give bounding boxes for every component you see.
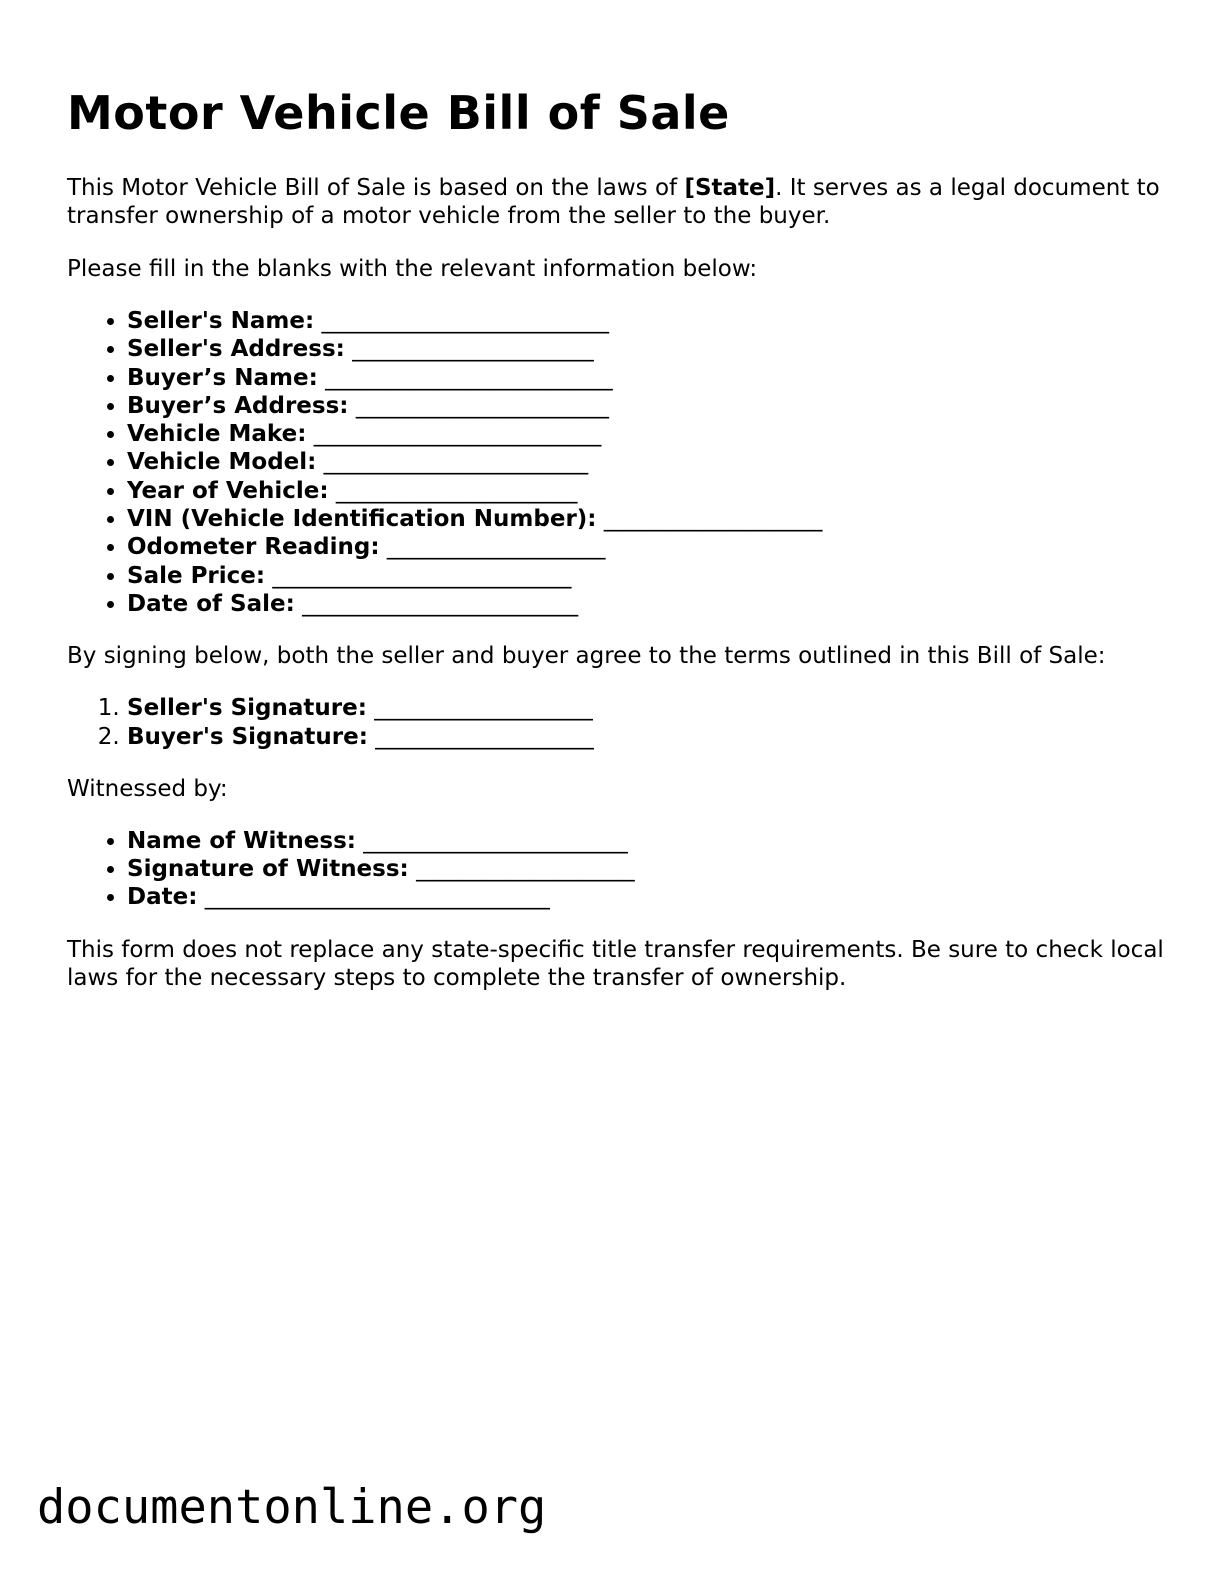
- field-label: Date of Sale:: [127, 590, 295, 617]
- fill-blank[interactable]: _______________________: [363, 827, 628, 854]
- field-seller-signature: [127, 694, 1177, 722]
- field-label: Odometer Reading:: [127, 534, 380, 561]
- field-buyers-name: [127, 364, 1177, 392]
- field-label: Vehicle Make:: [127, 421, 307, 448]
- witness-list: [67, 827, 1177, 912]
- fill-blank[interactable]: __________________________: [272, 562, 572, 589]
- field-label: Name of Witness:: [127, 827, 356, 854]
- vehicle-fields-list: [67, 307, 1177, 618]
- field-label: Sale Price:: [127, 562, 266, 589]
- field-vehicle-model: [127, 448, 1177, 476]
- signatures-list: [67, 694, 1177, 751]
- field-label: Seller's Address:: [127, 336, 345, 363]
- field-sellers-name: [127, 307, 1177, 335]
- field-date-of-sale: [127, 590, 1177, 618]
- field-label: Seller's Signature:: [127, 695, 367, 722]
- fill-blank[interactable]: _______________________: [323, 449, 589, 476]
- fill-blank[interactable]: ______________________________: [204, 884, 550, 911]
- agreement-text: By signing below, both the seller and buyer agree to the terms outlined in this Bill of Sale:: [67, 643, 1106, 670]
- field-witness-signature: [127, 855, 1177, 883]
- state-placeholder: [State]: [684, 175, 776, 201]
- fill-blank[interactable]: ________________________: [302, 590, 579, 617]
- document-page: [67, 78, 1177, 992]
- field-label: Buyer's Signature:: [127, 723, 368, 750]
- intro-paragraph: [67, 174, 1177, 230]
- fill-blank[interactable]: _____________________: [352, 336, 594, 363]
- fill-blank[interactable]: ______________________: [355, 392, 609, 419]
- field-label: Signature of Witness:: [127, 856, 409, 883]
- field-buyer-signature: [127, 723, 1177, 751]
- site-watermark: documentonline.org: [37, 1480, 547, 1535]
- field-label: Buyer’s Name:: [127, 364, 318, 391]
- fill-blank[interactable]: ___________________: [416, 856, 635, 883]
- fill-blank[interactable]: ___________________: [374, 695, 593, 722]
- intro-text-before: This Motor Vehicle Bill of Sale is based on the laws of: [67, 175, 685, 201]
- fill-blank[interactable]: _____________________: [335, 477, 578, 504]
- fill-blank[interactable]: ___________________: [386, 534, 606, 561]
- field-label: Buyer’s Address:: [127, 392, 349, 419]
- field-sale-price: [127, 562, 1177, 590]
- field-witness-name: [127, 827, 1177, 855]
- page-title: Motor Vehicle Bill of Sale: [67, 86, 730, 140]
- field-sellers-address: [127, 335, 1177, 363]
- field-label: Vehicle Model:: [127, 449, 317, 476]
- field-witness-date: [127, 883, 1177, 911]
- disclaimer-text: This form does not replace any state-specific title transfer requirements. Be sure to check local laws for the necessary steps to complete the transfer of ownership.: [67, 936, 1164, 991]
- fill-blank[interactable]: _________________________: [321, 308, 609, 334]
- field-label: Seller's Name:: [127, 308, 315, 334]
- intro-text-after: . It serves as a legal document to transfer ownership of a motor vehicle from the seller to the buyer.: [67, 175, 1160, 229]
- witnessed-by-heading: Witnessed by:: [67, 775, 228, 802]
- fill-blank[interactable]: ___________________: [603, 506, 823, 533]
- field-label: VIN (Vehicle Identification Number):: [127, 506, 597, 533]
- field-buyers-address: [127, 392, 1177, 420]
- fill-blank[interactable]: _________________________: [325, 364, 613, 391]
- fill-instructions: Please fill in the blanks with the relevant information below:: [67, 256, 758, 282]
- field-year-of-vehicle: [127, 477, 1177, 505]
- fill-blank[interactable]: ___________________: [375, 723, 594, 750]
- field-vin: [127, 505, 1177, 533]
- field-label: Date:: [127, 884, 198, 911]
- fill-blank[interactable]: _________________________: [313, 421, 602, 448]
- field-odometer-reading: [127, 533, 1177, 561]
- field-label: Year of Vehicle:: [127, 477, 329, 504]
- field-vehicle-make: [127, 420, 1177, 448]
